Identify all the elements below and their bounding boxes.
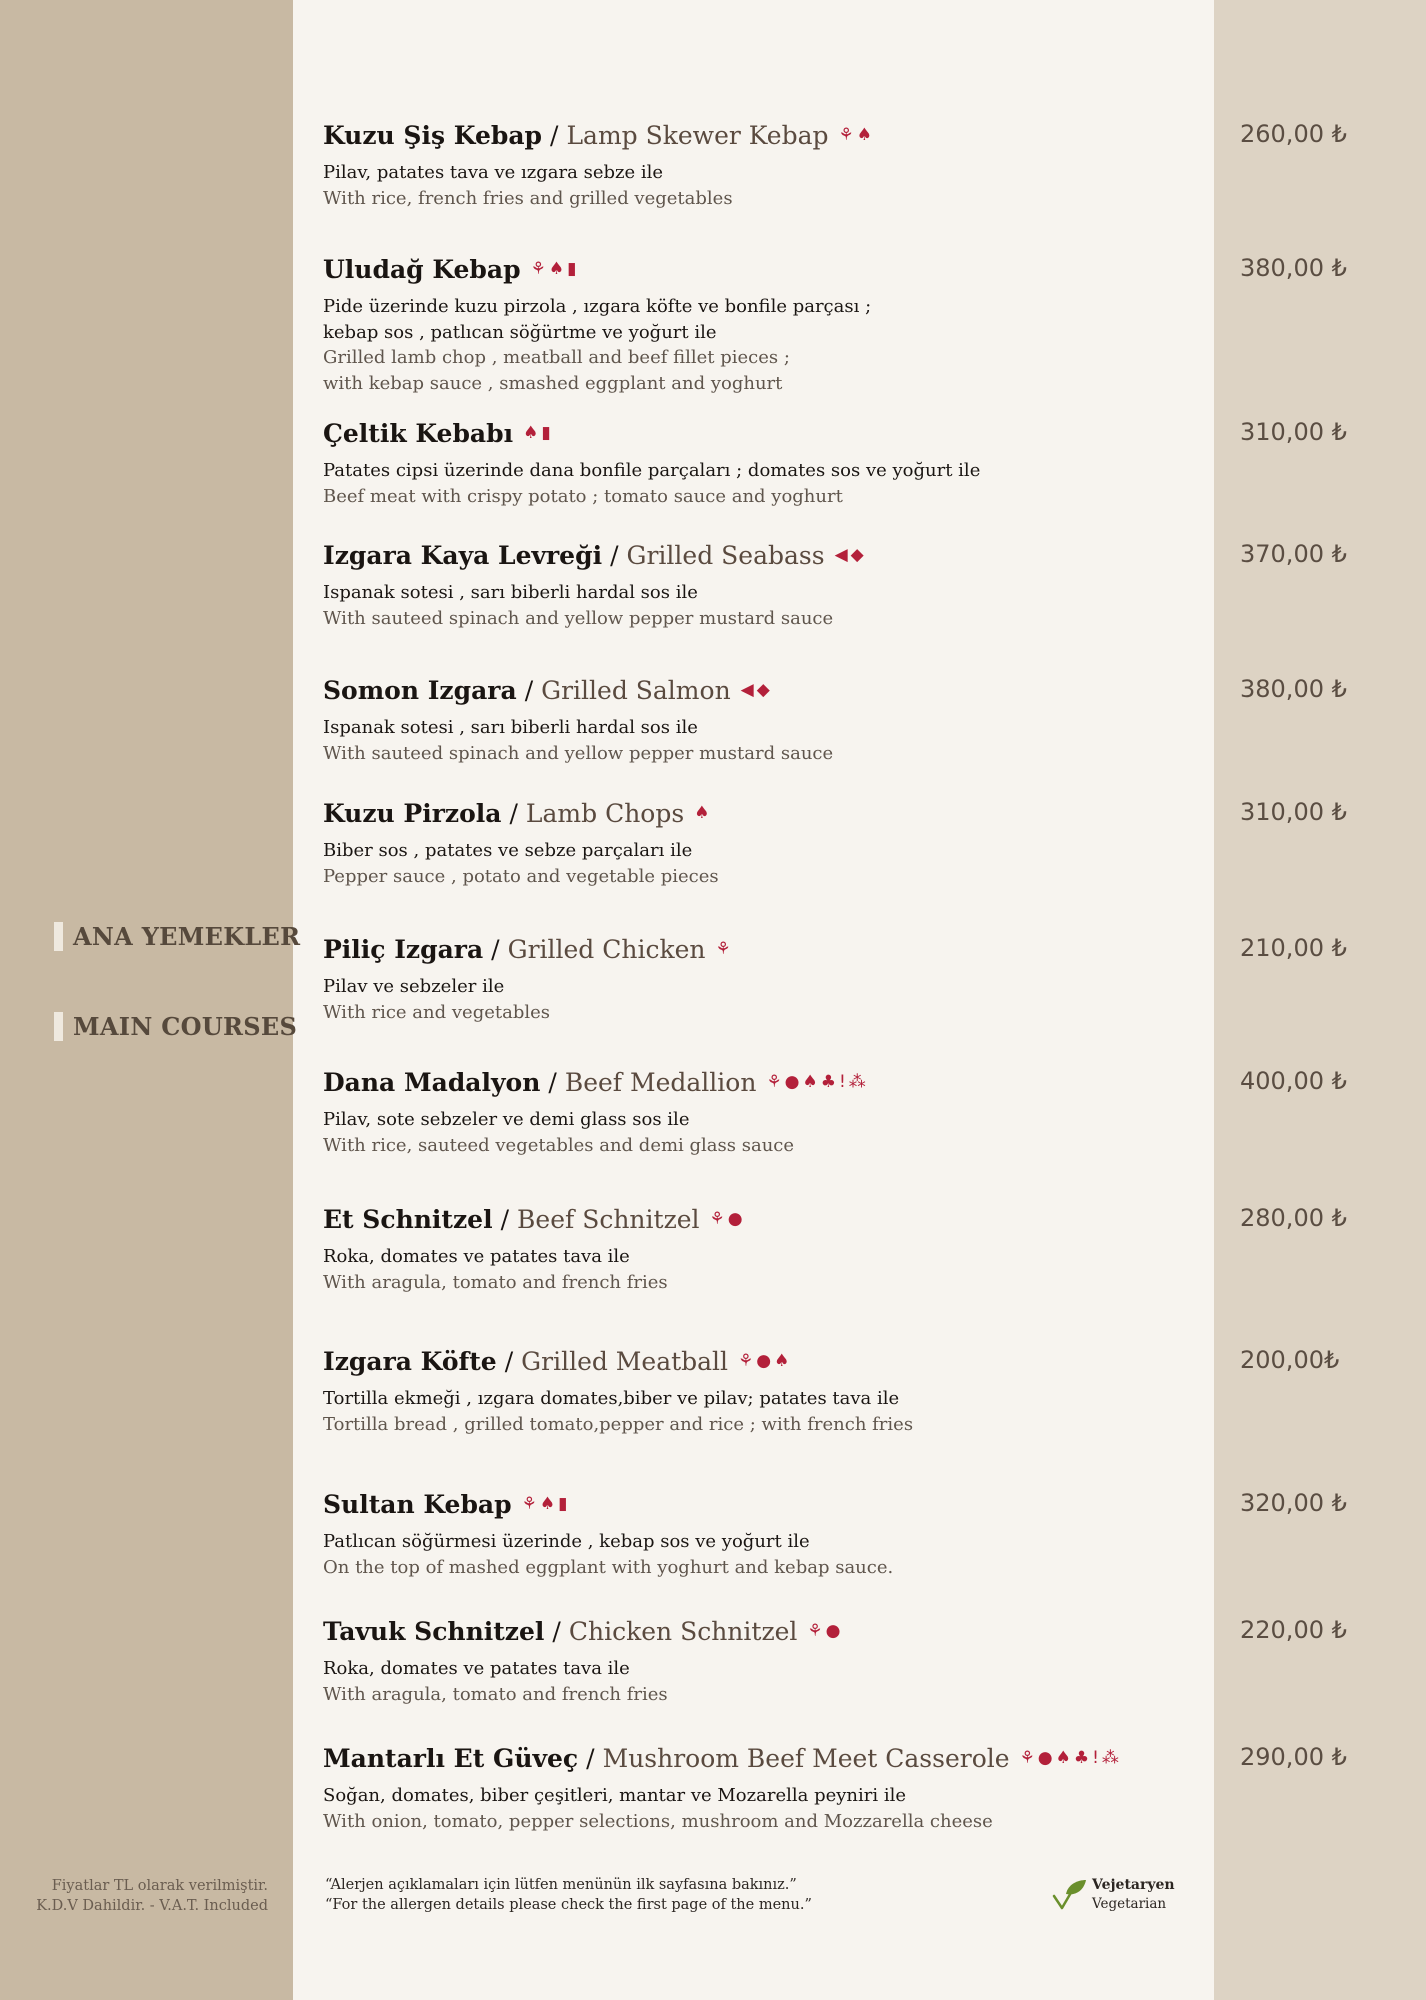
description-line-tr: Pilav ve sebzeler ile [323, 976, 505, 997]
dish-name-en: Mushroom Beef Meet Casserole [602, 1743, 1010, 1773]
dish-name-en: Beef Medallion [564, 1067, 757, 1097]
menu-item-title [323, 118, 1363, 152]
description-line-en: With rice, french fries and grilled vegetables [323, 187, 733, 209]
dish-description [323, 458, 1363, 509]
dish-price: 200,00₺ [1240, 1346, 1340, 1374]
dish-name-tr: Kuzu Şiş Kebap [323, 120, 543, 150]
title-separator: / [550, 120, 559, 150]
dish-price: 370,00 ₺ [1240, 540, 1347, 568]
dish-price: 280,00 ₺ [1240, 1204, 1347, 1232]
vegetarian-label-en: Vegetarian [1092, 1896, 1167, 1912]
dish-name-tr: Uludağ Kebap [323, 254, 521, 284]
dish-name-tr: Izgara Kaya Levreği [323, 540, 603, 570]
dish-price: 400,00 ₺ [1240, 1067, 1347, 1095]
menu-item [323, 1202, 1363, 1295]
dish-name-tr: Dana Madalyon [323, 1067, 541, 1097]
dish-description [323, 580, 1363, 631]
title-separator: / [552, 1616, 561, 1646]
dish-price: 320,00 ₺ [1240, 1489, 1347, 1517]
menu-item-title [323, 1487, 1363, 1521]
dish-description [323, 1656, 1363, 1707]
description-line-en: With aragula, tomato and french fries [323, 1683, 668, 1705]
description-line-en: With rice, sauteed vegetables and demi glass sauce [323, 1134, 795, 1156]
allergen-icons: ⚘♠▮ [521, 1494, 571, 1514]
dish-description [323, 294, 1363, 396]
description-line-tr: Soğan, domates, biber çeşitleri, mantar ve Mozarella peyniri ile [323, 1785, 907, 1806]
menu-item [323, 796, 1363, 889]
description-line-tr: Patates cipsi üzerinde dana bonfile parçaları ; domates sos ve yoğurt ile [323, 460, 981, 481]
dish-name-en: Grilled Seabass [626, 540, 825, 570]
title-separator: / [491, 934, 500, 964]
menu-item-title [323, 252, 1363, 286]
dish-price: 310,00 ₺ [1240, 798, 1347, 826]
title-separator: / [586, 1743, 595, 1773]
dish-name-en: Grilled Meatball [521, 1346, 729, 1376]
title-separator: / [524, 675, 534, 705]
description-line-tr: Ispanak sotesi , sarı biberli hardal sos ile [323, 582, 698, 603]
dish-price: 380,00 ₺ [1240, 675, 1347, 703]
title-separator: / [610, 540, 619, 570]
allergen-icons: ♠▮ [523, 423, 554, 443]
allergen-icons: ⚘♠ [838, 125, 875, 145]
menu-item-title [323, 1202, 1363, 1236]
allergen-icons: ⚘♠▮ [530, 259, 580, 279]
dish-price: 310,00 ₺ [1240, 418, 1347, 446]
dish-name-tr: Tavuk Schnitzel [323, 1616, 545, 1646]
menu-item [323, 416, 1363, 509]
description-line-en: With sauteed spinach and yellow pepper mustard sauce [323, 742, 834, 764]
price-note-line1: Fiyatlar TL olarak verilmiştir. [51, 1878, 268, 1894]
allergen-icons: ⚘●♠♣!⁂ [1019, 1748, 1122, 1768]
description-line-en: Tortilla bread , grilled tomato,pepper and rice ; with french fries [323, 1413, 914, 1435]
allergen-icons: ⚘●♠♣!⁂ [766, 1072, 869, 1092]
dish-name-tr: Çeltik Kebabı [323, 418, 514, 448]
section-title-tr: ANA YEMEKLER [54, 922, 300, 951]
dish-price: 210,00 ₺ [1240, 934, 1347, 962]
menu-item [323, 1344, 1363, 1437]
dish-name-tr: Piliç Izgara [323, 934, 484, 964]
title-separator: / [548, 1067, 557, 1097]
dish-description [323, 1529, 1363, 1580]
title-separator: / [504, 1346, 514, 1376]
menu-item [323, 538, 1363, 631]
description-line-tr: Pilav, patates tava ve ızgara sebze ile [323, 162, 664, 183]
dish-description [323, 1386, 1363, 1437]
description-line-en: Grilled lamb chop , meatball and beef fillet pieces ; [323, 347, 790, 368]
dish-description [323, 1244, 1363, 1295]
allergen-icons: ⚘● [709, 1209, 746, 1229]
dish-name-tr: Kuzu Pirzola [323, 798, 502, 828]
menu-item [323, 1614, 1363, 1707]
vegetarian-legend [1052, 1876, 1175, 1914]
menu-item-title [323, 932, 1363, 966]
section-marker [54, 922, 63, 951]
dish-description [323, 974, 1363, 1025]
dish-description [323, 1783, 1363, 1834]
section-title-en: MAIN COURSES [54, 1012, 297, 1041]
dish-description [323, 160, 1363, 211]
menu-item-title [323, 673, 1363, 707]
allergen-icons: ⚘ [715, 939, 734, 959]
dish-name-en: Grilled Chicken [507, 934, 706, 964]
menu-item [323, 1487, 1363, 1580]
allergen-icons: ◀◆ [740, 680, 773, 700]
menu-item [323, 252, 1363, 396]
menu-item-title [323, 1741, 1363, 1775]
vegetarian-leaf-icon [1052, 1878, 1088, 1912]
menu-item-title [323, 416, 1363, 450]
menu-item [323, 1741, 1363, 1834]
left-band [0, 0, 293, 2000]
description-line-en: On the top of mashed eggplant with yoghurt and kebap sauce. [323, 1556, 894, 1578]
description-line-en: With rice and vegetables [323, 1001, 551, 1023]
title-separator: / [509, 798, 518, 828]
dish-name-tr: Mantarlı Et Güveç [323, 1743, 579, 1773]
dish-price: 260,00 ₺ [1240, 120, 1347, 148]
dish-description [323, 1107, 1363, 1158]
dish-name-en: Chicken Schnitzel [568, 1616, 798, 1646]
menu-item [323, 673, 1363, 766]
dish-price: 290,00 ₺ [1240, 1743, 1347, 1771]
description-line-en: Beef meat with crispy potato ; tomato sauce and yoghurt [323, 485, 843, 507]
dish-name-tr: Somon Izgara [323, 675, 517, 705]
description-line-en: With aragula, tomato and french fries [323, 1271, 668, 1293]
description-line-tr: Biber sos , patates ve sebze parçaları ile [323, 840, 693, 861]
allergen-note-en: “For the allergen details please check the first page of the menu.” [325, 1897, 812, 1913]
dish-description [323, 715, 1363, 766]
description-line-en: With sauteed spinach and yellow pepper mustard sauce [323, 607, 834, 629]
description-line-tr: Pilav, sote sebzeler ve demi glass sos ile [323, 1109, 690, 1130]
dish-price: 220,00 ₺ [1240, 1616, 1347, 1644]
dish-description [323, 838, 1363, 889]
menu-item-title [323, 796, 1363, 830]
description-line-tr: Tortilla ekmeği , ızgara domates,biber ve pilav; patates tava ile [323, 1388, 900, 1409]
description-line-en: with kebap sauce , smashed eggplant and yoghurt [323, 372, 783, 394]
description-line-en: Pepper sauce , potato and vegetable pieces [323, 865, 719, 887]
allergen-note [325, 1875, 812, 1915]
menu-item-title [323, 1065, 1363, 1099]
dish-price: 380,00 ₺ [1240, 254, 1347, 282]
dish-name-en: Lamp Skewer Kebap [566, 120, 829, 150]
description-line-tr: Patlıcan söğürmesi üzerinde , kebap sos ve yoğurt ile [323, 1531, 810, 1552]
menu-item-title [323, 1614, 1363, 1648]
section-marker [54, 1012, 63, 1041]
menu-item [323, 932, 1363, 1025]
allergen-icons: ♠ [694, 803, 713, 823]
description-line-tr: Pide üzerinde kuzu pirzola , ızgara köfte ve bonfile parçası ; [323, 296, 872, 317]
vegetarian-label-tr: Vejetaryen [1092, 1877, 1175, 1893]
price-note-line2: K.D.V Dahildir. - V.A.T. Included [36, 1898, 268, 1914]
menu-item [323, 1065, 1363, 1158]
dish-name-tr: Et Schnitzel [323, 1204, 493, 1234]
price-note [20, 1876, 268, 1916]
dish-name-en: Beef Schnitzel [517, 1204, 700, 1234]
description-line-tr: kebap sos , patlıcan söğürtme ve yoğurt ile [323, 321, 717, 343]
description-line-tr: Ispanak sotesi , sarı biberli hardal sos ile [323, 717, 698, 738]
dish-name-en: Lamb Chops [525, 798, 685, 828]
dish-name-en: Grilled Salmon [541, 675, 731, 705]
allergen-note-tr: “Alerjen açıklamaları için lütfen menünün ilk sayfasına bakınız.” [325, 1877, 797, 1893]
dish-name-tr: Sultan Kebap [323, 1489, 512, 1519]
menu-item-title [323, 1344, 1363, 1378]
menu-item-title [323, 538, 1363, 572]
description-line-tr: Roka, domates ve patates tava ile [323, 1246, 630, 1267]
allergen-icons: ⚘●♠ [738, 1351, 793, 1371]
allergen-icons: ⚘● [807, 1621, 844, 1641]
dish-name-tr: Izgara Köfte [323, 1346, 497, 1376]
title-separator: / [500, 1204, 510, 1234]
description-line-en: With onion, tomato, pepper selections, mushroom and Mozzarella cheese [323, 1810, 993, 1832]
description-line-tr: Roka, domates ve patates tava ile [323, 1658, 630, 1679]
menu-item [323, 118, 1363, 211]
allergen-icons: ◀◆ [834, 545, 867, 565]
